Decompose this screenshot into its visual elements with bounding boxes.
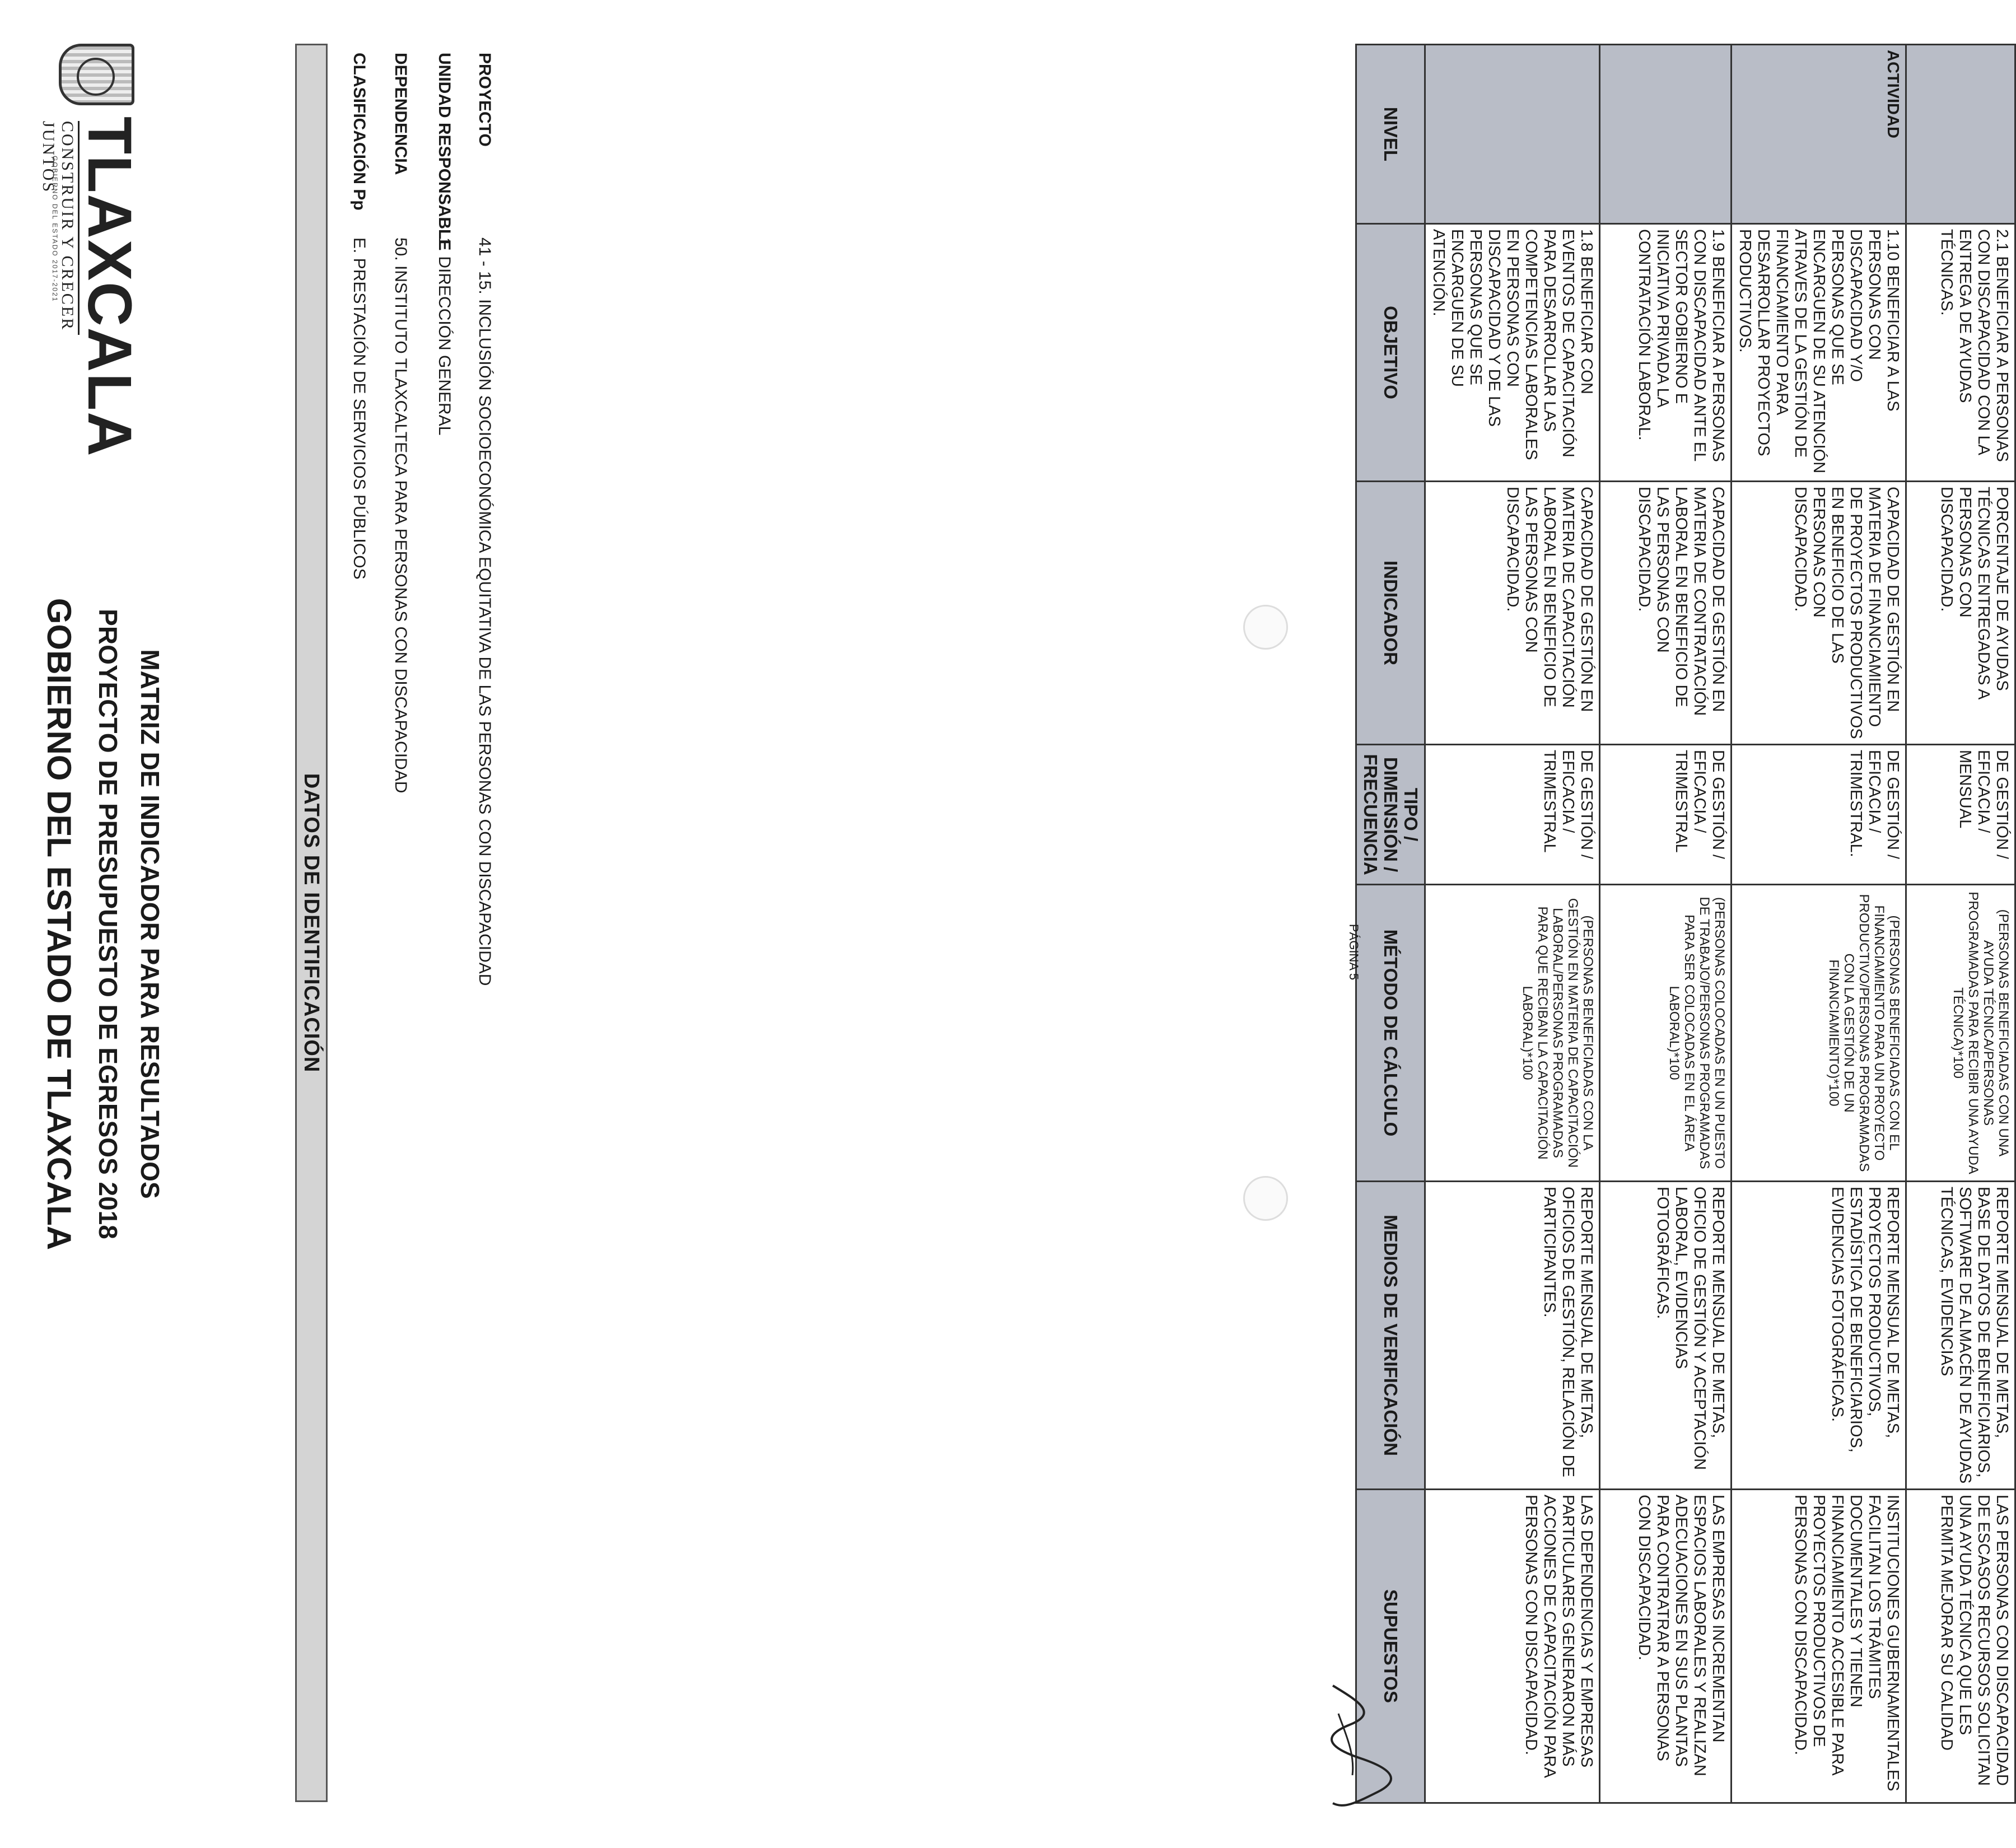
id-value: 50. INSTITUTO TLAXCALTECA PARA PERSONAS CON DISCAPACIDAD (391, 237, 410, 794)
metodo-cell: (PERSONAS COLOCADAS EN UN PUESTO DE TRABAJO/PERSONAS PROGRAMADAS PARA SER COLOCADAS EN EL ÁREA LABORAL)*100 (1600, 885, 1732, 1182)
objetivo-cell: 2.1 BENEFICIAR A PERSONAS CON DISCAPACIDAD CON LA ENTREGA DE AYUDAS TÉCNICAS. (1906, 224, 2015, 482)
medios-cell: REPORTE MENSUAL DE METAS, OFICIOS DE GESTIÓN, RELACIÓN DE PARTICIPANTES. (1425, 1182, 1600, 1490)
tipo-cell: DE GESTIÓN / EFICACIA / TRIMESTRAL. (1732, 745, 1906, 885)
tipo-cell: DE GESTIÓN / EFICACIA / MENSUAL (1906, 745, 2015, 885)
nivel-actividad: ACTIVIDAD (1732, 45, 1906, 224)
tipo-cell: DE GESTIÓN / EFICACIA / TRIMESTRAL (1600, 745, 1732, 885)
supuestos-cell: INSTITUCIONES GUBERNAMENTALES FACILITAN LOS TRÁMITES DOCUMENTALES Y TIENEN FINANCIAMIENTO ACCESIBLE PARA PROYECTOS PRODUCTIVOS DE PERSONAS CON DISCAPACIDAD. (1732, 1490, 1906, 1803)
table-header-row (1356, 45, 1425, 1803)
table-row (1906, 45, 2015, 1803)
title-gobierno: GOBIERNO DEL ESTADO DE TLAXCALA (40, 598, 78, 1250)
page-number: PÁGINA 5 (1347, 923, 1361, 981)
indicador-cell: CAPACIDAD DE GESTIÓN EN MATERIA DE FINANCIAMIENTO DE PROYECTOS PRODUCTIVOS EN BENEFICIO DE LAS PERSONAS CON DISCAPACIDAD. (1732, 482, 1906, 745)
header-tipo: TIPO / DIMENSIÓN / FRECUENCIA (1356, 745, 1425, 885)
id-label: UNIDAD RESPONSABLE (435, 53, 454, 251)
logo-subtitle: GOBIERNO DEL ESTADO 2017-2021 (51, 156, 59, 302)
header-nivel: NIVEL (1356, 45, 1425, 224)
title-matriz: MATRIZ DE INDICADOR PARA RESULTADOS (136, 649, 165, 1199)
id-label: DEPENDENCIA (391, 53, 410, 175)
mir-table (1355, 44, 2016, 1804)
header-supuestos: SUPUESTOS (1356, 1490, 1425, 1803)
medios-cell: REPORTE MENSUAL DE METAS, PROYECTOS PRODUCTIVOS, ESTADÍSTICA DE BENEFICIARIOS, EVIDENCIAS FOTOGRÁFICAS. (1732, 1182, 1906, 1490)
table-row (1732, 45, 1906, 1803)
id-label: CLASIFICACIÓN Pp (350, 53, 368, 211)
indicador-cell: CAPACIDAD DE GESTIÓN EN MATERIA DE CONTRATACIÓN LABORAL EN BENEFICIO DE LAS PERSONAS CON DISCAPACIDAD. (1600, 482, 1732, 745)
datos-identificacion-header: DATOS DE IDENTIFICACIÓN (295, 44, 328, 1802)
medios-cell: REPORTE MENSUAL DE METAS, BASE DE DATOS DE BENEFICIARIOS, SOFTWARE DE ALMACÉN DE AYUDAS TÉCNICAS, EVIDENCIAS (1906, 1182, 2015, 1490)
id-value: E. PRESTACIÓN DE SERVICIOS PÚBLICOS (350, 237, 368, 580)
logo-tagline: CONSTRUIR Y CRECER JUNTOS (39, 121, 80, 335)
handwritten-signature (1322, 1680, 1411, 1814)
metodo-cell: (PERSONAS BENEFICIADAS CON EL FINANCIAMIENTO PARA UN PROYECTO PRODUCTIVO/PERSONAS PROGRAMADAS CON LA GESTIÓN DE UN FINANCIAMIENTO)*100 (1732, 885, 1906, 1182)
objetivo-cell: 1.8 BENEFICIAR CON EVENTOS DE CAPACITACIÓN PARA DESARROLLAR LAS COMPETENCIAS LABORALES EN PERSONAS CON DISCAPACIDAD Y DE LAS PERSONAS QUE SE ENCARGUEN DE SU ATENCIÓN. (1425, 224, 1600, 482)
supuestos-cell: LAS DEPENDENCIAS Y EMPRESAS PARTICULARES GENERARON MÁS ACCIONES DE CAPACITACIÓN PARA PERSONAS CON DISCAPACIDAD. (1425, 1490, 1600, 1803)
header-objetivo: OBJETIVO (1356, 224, 1425, 482)
objetivo-cell: 1.9 BENEFICIAR A PERSONAS CON DISCAPACIDAD ANTE EL SECTOR GOBIERNO E INICIATIVA PRIVADA LA CONTRATACIÓN LABORAL. (1600, 224, 1732, 482)
table-row (1600, 45, 1732, 1803)
supuestos-cell: LAS PERSONAS CON DISCAPACIDAD DE ESCASOS RECURSOS SOLICITAN UNA AYUDA TÉCNICA QUE LES PERMITA MEJORAR SU CALIDAD (1906, 1490, 2015, 1803)
id-value: 41 - 15. INCLUSIÓN SOCIOECONÓMICA EQUITATIVA DE LAS PERSONAS CON DISCAPACIDAD (475, 237, 494, 986)
medios-cell: REPORTE MENSUAL DE METAS, OFICIO DE GESTIÓN Y ACEPTACIÓN LABORAL, EVIDENCIAS FOTOGRÁFICAS. (1600, 1182, 1732, 1490)
table-row (1425, 45, 1600, 1803)
objetivo-cell: 1.10 BENEFICIAR A LAS PERSONAS CON DISCAPACIDAD Y/O PERSONAS QUE SE ENCARGUEN DE SU ATENCIÓN ATRAVES DE LA GESTIÓN DE FINANCIAMIENTO PARA DESARROLLAR PROYECTOS PRODUCTIVOS. (1732, 224, 1906, 482)
header-metodo: MÉTODO DE CÁLCULO (1356, 885, 1425, 1182)
indicador-cell: CAPACIDAD DE GESTIÓN EN MATERIA DE CAPACITACIÓN LABORAL EN BENEFICIO DE LAS PERSONAS CON DISCAPACIDAD. (1425, 482, 1600, 745)
id-label: PROYECTO (475, 53, 494, 147)
logo-wordmark: TLAXCALA (75, 116, 144, 458)
indicador-cell: PORCENTAJE DE AYUDAS TÉCNICAS ENTREGADAS A PERSONAS CON DISCAPACIDAD. (1906, 482, 2015, 745)
tipo-cell: DE GESTIÓN / EFICACIA / TRIMESTRAL (1425, 745, 1600, 885)
metodo-cell: (PERSONAS BENEFICIADAS CON UNA AYUDA TÉCNICA/PERSONAS PROGRAMADAS PARA RECIBIR UNA AYUDA TÉCNICA)*100 (1906, 885, 2015, 1182)
metodo-cell: (PERSONAS BENEFICIADAS CON LA GESTIÓN EN MATERIA DE CAPACITACIÓN LABORAL/PERSONAS PROGRAMADAS PARA QUE RECIBAN LA CAPACITACIÓN LABORAL)*100 (1425, 885, 1600, 1182)
supuestos-cell: LAS EMPRESAS INCREMENTAN ESPACIOS LABORALES Y REALIZAN ADECUACIONES EN SUS PLANTAS PARA CONTRATRAR A PERSONAS CON DISCAPACIDAD. (1600, 1490, 1732, 1803)
title-proyecto: PROYECTO DE PRESUPUESTO DE EGRESOS 2018 (94, 609, 123, 1239)
nivel-cell (1425, 45, 1600, 224)
id-value: 1. DIRECCIÓN GENERAL (435, 237, 454, 436)
nivel-cell (1906, 45, 2015, 224)
header-medios: MEDIOS DE VERIFICACIÓN (1356, 1182, 1425, 1490)
nivel-cell (1600, 45, 1732, 224)
header-indicador: INDICADOR (1356, 482, 1425, 745)
